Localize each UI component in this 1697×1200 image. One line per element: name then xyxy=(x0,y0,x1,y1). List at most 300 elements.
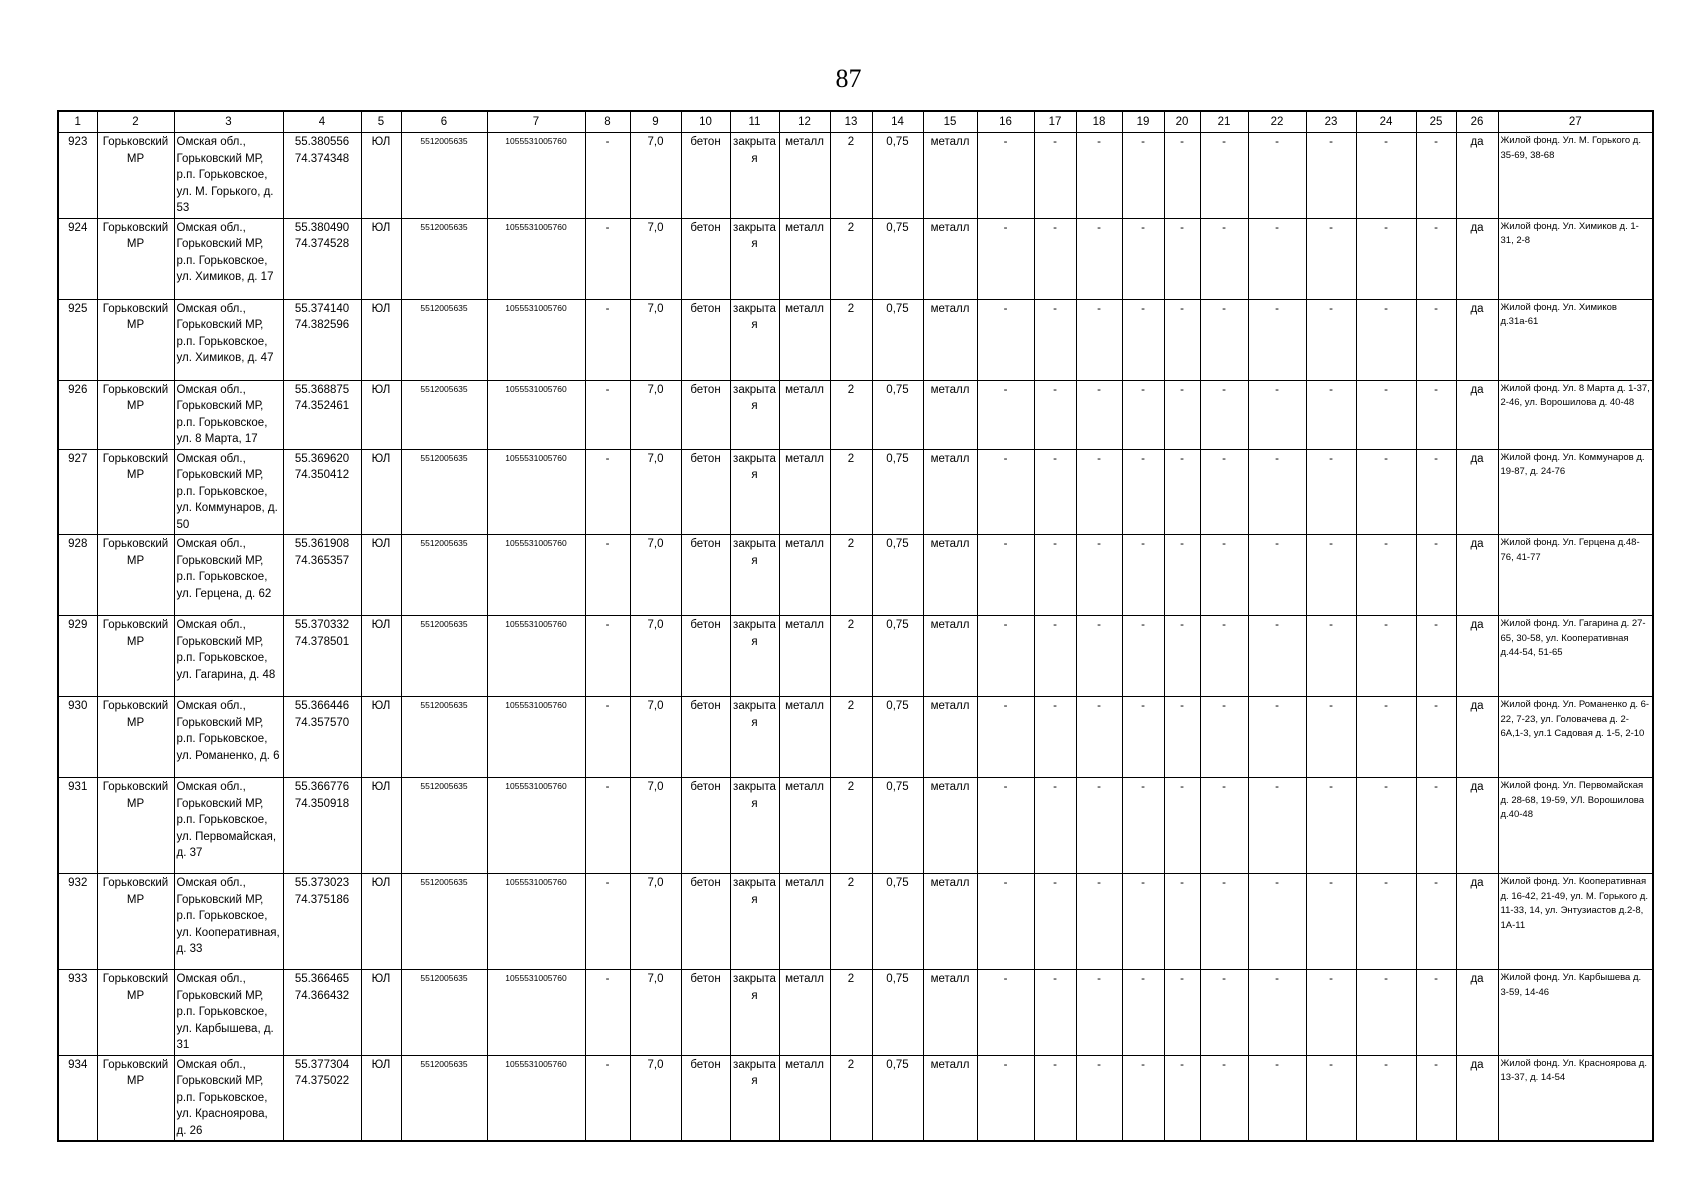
column-22-cell: - xyxy=(1248,1055,1306,1141)
column-26-cell: да xyxy=(1456,874,1498,970)
column-8-cell: - xyxy=(585,616,630,697)
containers-count-cell: 2 xyxy=(830,299,872,380)
column-header-17: 17 xyxy=(1034,111,1076,133)
page-number: 87 xyxy=(835,64,862,93)
surface-cell: бетон xyxy=(681,1055,730,1141)
column-19-cell: - xyxy=(1122,380,1164,449)
ogrn-cell: 1055531005760 xyxy=(487,380,585,449)
column-header-21: 21 xyxy=(1200,111,1248,133)
waste-sources-cell: Жилой фонд. Ул. Первомайская д. 28-68, 19-59, УЛ. Ворошилова д.40-48 xyxy=(1498,778,1653,874)
column-header-11: 11 xyxy=(730,111,779,133)
row-number: 925 xyxy=(58,299,97,380)
column-20-cell: - xyxy=(1164,778,1200,874)
column-22-cell: - xyxy=(1248,218,1306,299)
column-23-cell: - xyxy=(1306,616,1356,697)
fence-material-cell: металл xyxy=(779,970,830,1056)
column-16-cell: - xyxy=(977,697,1034,778)
coordinates-cell: 55.374140 74.382596 xyxy=(283,299,361,380)
container-material-cell: металл xyxy=(923,535,977,616)
column-header-16: 16 xyxy=(977,111,1034,133)
inn-cell: 5512005635 xyxy=(401,218,487,299)
column-25-cell: - xyxy=(1416,970,1456,1056)
column-25-cell: - xyxy=(1416,218,1456,299)
district-cell: Горьковский МР xyxy=(97,535,174,616)
fence-material-cell: металл xyxy=(779,1055,830,1141)
enclosure-cell: закрытая xyxy=(730,697,779,778)
column-22-cell: - xyxy=(1248,697,1306,778)
column-23-cell: - xyxy=(1306,380,1356,449)
column-25-cell: - xyxy=(1416,535,1456,616)
column-18-cell: - xyxy=(1076,218,1122,299)
column-24-cell: - xyxy=(1356,218,1416,299)
column-25-cell: - xyxy=(1416,1055,1456,1141)
table-row xyxy=(58,449,1653,535)
column-24-cell: - xyxy=(1356,380,1416,449)
column-17-cell: - xyxy=(1034,535,1076,616)
column-18-cell: - xyxy=(1076,535,1122,616)
enclosure-cell: закрытая xyxy=(730,970,779,1056)
column-26-cell: да xyxy=(1456,697,1498,778)
address-cell: Омская обл., Горьковский МР, р.п. Горьковское, ул. Романенко, д. 6 xyxy=(174,697,283,778)
column-19-cell: - xyxy=(1122,218,1164,299)
column-header-7: 7 xyxy=(487,111,585,133)
column-header-14: 14 xyxy=(872,111,923,133)
row-number: 932 xyxy=(58,874,97,970)
surface-cell: бетон xyxy=(681,778,730,874)
address-cell: Омская обл., Горьковский МР, р.п. Горьковское, ул. Химиков, д. 17 xyxy=(174,218,283,299)
fence-material-cell: металл xyxy=(779,616,830,697)
column-16-cell: - xyxy=(977,778,1034,874)
column-8-cell: - xyxy=(585,380,630,449)
ogrn-cell: 1055531005760 xyxy=(487,1055,585,1141)
column-21-cell: - xyxy=(1200,299,1248,380)
waste-sources-cell: Жилой фонд. Ул. М. Горького д. 35-69, 38-68 xyxy=(1498,133,1653,219)
column-17-cell: - xyxy=(1034,616,1076,697)
column-24-cell: - xyxy=(1356,535,1416,616)
owner-type-cell: ЮЛ xyxy=(361,299,401,380)
owner-type-cell: ЮЛ xyxy=(361,697,401,778)
enclosure-cell: закрытая xyxy=(730,218,779,299)
column-17-cell: - xyxy=(1034,1055,1076,1141)
column-23-cell: - xyxy=(1306,874,1356,970)
district-cell: Горьковский МР xyxy=(97,1055,174,1141)
column-18-cell: - xyxy=(1076,874,1122,970)
column-17-cell: - xyxy=(1034,133,1076,219)
inn-cell: 5512005635 xyxy=(401,1055,487,1141)
column-8-cell: - xyxy=(585,697,630,778)
column-16-cell: - xyxy=(977,218,1034,299)
address-cell: Омская обл., Горьковский МР, р.п. Горьковское, ул. М. Горького, д. 53 xyxy=(174,133,283,219)
table-row xyxy=(58,874,1653,970)
row-number: 924 xyxy=(58,218,97,299)
inn-cell: 5512005635 xyxy=(401,970,487,1056)
area-cell: 7,0 xyxy=(630,697,681,778)
column-header-19: 19 xyxy=(1122,111,1164,133)
column-19-cell: - xyxy=(1122,697,1164,778)
inn-cell: 5512005635 xyxy=(401,449,487,535)
column-17-cell: - xyxy=(1034,380,1076,449)
container-volume-cell: 0,75 xyxy=(872,778,923,874)
column-24-cell: - xyxy=(1356,133,1416,219)
address-cell: Омская обл., Горьковский МР, р.п. Горьковское, ул. Герцена, д. 62 xyxy=(174,535,283,616)
containers-count-cell: 2 xyxy=(830,697,872,778)
column-20-cell: - xyxy=(1164,380,1200,449)
column-20-cell: - xyxy=(1164,449,1200,535)
container-material-cell: металл xyxy=(923,1055,977,1141)
container-volume-cell: 0,75 xyxy=(872,299,923,380)
area-cell: 7,0 xyxy=(630,380,681,449)
enclosure-cell: закрытая xyxy=(730,874,779,970)
column-16-cell: - xyxy=(977,380,1034,449)
containers-count-cell: 2 xyxy=(830,535,872,616)
column-20-cell: - xyxy=(1164,697,1200,778)
column-20-cell: - xyxy=(1164,874,1200,970)
column-16-cell: - xyxy=(977,535,1034,616)
column-8-cell: - xyxy=(585,133,630,219)
column-8-cell: - xyxy=(585,449,630,535)
column-19-cell: - xyxy=(1122,133,1164,219)
column-8-cell: - xyxy=(585,218,630,299)
table-row xyxy=(58,697,1653,778)
column-21-cell: - xyxy=(1200,970,1248,1056)
area-cell: 7,0 xyxy=(630,218,681,299)
district-cell: Горьковский МР xyxy=(97,218,174,299)
area-cell: 7,0 xyxy=(630,133,681,219)
district-cell: Горьковский МР xyxy=(97,299,174,380)
container-material-cell: металл xyxy=(923,133,977,219)
column-19-cell: - xyxy=(1122,778,1164,874)
row-number: 931 xyxy=(58,778,97,874)
column-header-24: 24 xyxy=(1356,111,1416,133)
column-20-cell: - xyxy=(1164,299,1200,380)
fence-material-cell: металл xyxy=(779,133,830,219)
waste-sources-cell: Жилой фонд. Ул. Кооперативная д. 16-42, 21-49, ул. М. Горького д. 11-33, 14, ул. Энтузиастов д.2-8, 1А-11 xyxy=(1498,874,1653,970)
waste-sources-cell: Жилой фонд. Ул. Герцена д.48-76, 41-77 xyxy=(1498,535,1653,616)
column-19-cell: - xyxy=(1122,449,1164,535)
column-25-cell: - xyxy=(1416,449,1456,535)
owner-type-cell: ЮЛ xyxy=(361,874,401,970)
owner-type-cell: ЮЛ xyxy=(361,218,401,299)
column-22-cell: - xyxy=(1248,616,1306,697)
column-16-cell: - xyxy=(977,133,1034,219)
container-volume-cell: 0,75 xyxy=(872,133,923,219)
column-23-cell: - xyxy=(1306,299,1356,380)
ogrn-cell: 1055531005760 xyxy=(487,697,585,778)
owner-type-cell: ЮЛ xyxy=(361,970,401,1056)
column-header-18: 18 xyxy=(1076,111,1122,133)
waste-sources-cell: Жилой фонд. Ул. Красноярова д. 13-37, д. 14-54 xyxy=(1498,1055,1653,1141)
column-26-cell: да xyxy=(1456,778,1498,874)
column-header-15: 15 xyxy=(923,111,977,133)
coordinates-cell: 55.369620 74.350412 xyxy=(283,449,361,535)
area-cell: 7,0 xyxy=(630,299,681,380)
waste-sources-cell: Жилой фонд. Ул. Романенко д. 6-22, 7-23, ул. Головачева д. 2-6А,1-3, ул.1 Садовая д. 1-5, 2-10 xyxy=(1498,697,1653,778)
column-16-cell: - xyxy=(977,449,1034,535)
table-row xyxy=(58,218,1653,299)
table-row xyxy=(58,970,1653,1056)
surface-cell: бетон xyxy=(681,218,730,299)
inn-cell: 5512005635 xyxy=(401,778,487,874)
waste-sources-cell: Жилой фонд. Ул. Карбышева д. 3-59, 14-46 xyxy=(1498,970,1653,1056)
column-25-cell: - xyxy=(1416,380,1456,449)
table-body xyxy=(58,111,1653,1141)
coordinates-cell: 55.366446 74.357570 xyxy=(283,697,361,778)
district-cell: Горьковский МР xyxy=(97,778,174,874)
container-volume-cell: 0,75 xyxy=(872,616,923,697)
column-18-cell: - xyxy=(1076,1055,1122,1141)
column-18-cell: - xyxy=(1076,380,1122,449)
container-volume-cell: 0,75 xyxy=(872,449,923,535)
column-17-cell: - xyxy=(1034,218,1076,299)
waste-sources-cell: Жилой фонд. Ул. Коммунаров д. 19-87, д. 24-76 xyxy=(1498,449,1653,535)
inn-cell: 5512005635 xyxy=(401,535,487,616)
column-20-cell: - xyxy=(1164,133,1200,219)
surface-cell: бетон xyxy=(681,970,730,1056)
column-18-cell: - xyxy=(1076,616,1122,697)
inn-cell: 5512005635 xyxy=(401,299,487,380)
column-24-cell: - xyxy=(1356,616,1416,697)
column-17-cell: - xyxy=(1034,778,1076,874)
column-18-cell: - xyxy=(1076,697,1122,778)
district-cell: Горьковский МР xyxy=(97,697,174,778)
fence-material-cell: металл xyxy=(779,380,830,449)
container-material-cell: металл xyxy=(923,380,977,449)
container-material-cell: металл xyxy=(923,449,977,535)
column-23-cell: - xyxy=(1306,697,1356,778)
table-row xyxy=(58,616,1653,697)
row-number: 923 xyxy=(58,133,97,219)
table-row xyxy=(58,535,1653,616)
row-number: 934 xyxy=(58,1055,97,1141)
ogrn-cell: 1055531005760 xyxy=(487,133,585,219)
column-25-cell: - xyxy=(1416,616,1456,697)
column-21-cell: - xyxy=(1200,616,1248,697)
column-header-12: 12 xyxy=(779,111,830,133)
column-17-cell: - xyxy=(1034,697,1076,778)
address-cell: Омская обл., Горьковский МР, р.п. Горьковское, ул. Карбышева, д. 31 xyxy=(174,970,283,1056)
column-header-6: 6 xyxy=(401,111,487,133)
address-cell: Омская обл., Горьковский МР, р.п. Горьковское, ул. Коммунаров, д. 50 xyxy=(174,449,283,535)
column-22-cell: - xyxy=(1248,874,1306,970)
row-number: 929 xyxy=(58,616,97,697)
address-cell: Омская обл., Горьковский МР, р.п. Горьковское, ул. 8 Марта, 17 xyxy=(174,380,283,449)
column-header-3: 3 xyxy=(174,111,283,133)
container-material-cell: металл xyxy=(923,874,977,970)
fence-material-cell: металл xyxy=(779,778,830,874)
container-volume-cell: 0,75 xyxy=(872,380,923,449)
column-8-cell: - xyxy=(585,874,630,970)
container-volume-cell: 0,75 xyxy=(872,1055,923,1141)
owner-type-cell: ЮЛ xyxy=(361,778,401,874)
containers-count-cell: 2 xyxy=(830,970,872,1056)
coordinates-cell: 55.366776 74.350918 xyxy=(283,778,361,874)
column-20-cell: - xyxy=(1164,535,1200,616)
column-25-cell: - xyxy=(1416,133,1456,219)
coordinates-cell: 55.366465 74.366432 xyxy=(283,970,361,1056)
column-22-cell: - xyxy=(1248,535,1306,616)
column-header-23: 23 xyxy=(1306,111,1356,133)
column-19-cell: - xyxy=(1122,616,1164,697)
surface-cell: бетон xyxy=(681,133,730,219)
owner-type-cell: ЮЛ xyxy=(361,616,401,697)
fence-material-cell: металл xyxy=(779,299,830,380)
surface-cell: бетон xyxy=(681,697,730,778)
column-25-cell: - xyxy=(1416,697,1456,778)
coordinates-cell: 55.361908 74.365357 xyxy=(283,535,361,616)
container-volume-cell: 0,75 xyxy=(872,874,923,970)
fence-material-cell: металл xyxy=(779,535,830,616)
column-16-cell: - xyxy=(977,616,1034,697)
district-cell: Горьковский МР xyxy=(97,616,174,697)
district-cell: Горьковский МР xyxy=(97,970,174,1056)
address-cell: Омская обл., Горьковский МР, р.п. Горьковское, ул. Кооперативная, д. 33 xyxy=(174,874,283,970)
containers-count-cell: 2 xyxy=(830,1055,872,1141)
column-8-cell: - xyxy=(585,970,630,1056)
ogrn-cell: 1055531005760 xyxy=(487,970,585,1056)
container-volume-cell: 0,75 xyxy=(872,218,923,299)
fence-material-cell: металл xyxy=(779,874,830,970)
column-26-cell: да xyxy=(1456,299,1498,380)
fence-material-cell: металл xyxy=(779,449,830,535)
column-17-cell: - xyxy=(1034,449,1076,535)
column-20-cell: - xyxy=(1164,1055,1200,1141)
column-24-cell: - xyxy=(1356,970,1416,1056)
table-row xyxy=(58,1055,1653,1141)
district-cell: Горьковский МР xyxy=(97,874,174,970)
container-material-cell: металл xyxy=(923,299,977,380)
column-23-cell: - xyxy=(1306,1055,1356,1141)
waste-sources-cell: Жилой фонд. Ул. Гагарина д. 27-65, 30-58, ул. Кооперативная д.44-54, 51-65 xyxy=(1498,616,1653,697)
column-16-cell: - xyxy=(977,299,1034,380)
column-header-25: 25 xyxy=(1416,111,1456,133)
container-material-cell: металл xyxy=(923,778,977,874)
column-18-cell: - xyxy=(1076,778,1122,874)
column-18-cell: - xyxy=(1076,133,1122,219)
containers-count-cell: 2 xyxy=(830,449,872,535)
column-header-5: 5 xyxy=(361,111,401,133)
surface-cell: бетон xyxy=(681,449,730,535)
inn-cell: 5512005635 xyxy=(401,380,487,449)
column-19-cell: - xyxy=(1122,970,1164,1056)
enclosure-cell: закрытая xyxy=(730,1055,779,1141)
column-22-cell: - xyxy=(1248,449,1306,535)
column-22-cell: - xyxy=(1248,970,1306,1056)
column-25-cell: - xyxy=(1416,778,1456,874)
table-row xyxy=(58,299,1653,380)
ogrn-cell: 1055531005760 xyxy=(487,449,585,535)
column-24-cell: - xyxy=(1356,449,1416,535)
column-26-cell: да xyxy=(1456,449,1498,535)
address-cell: Омская обл., Горьковский МР, р.п. Горьковское, ул. Красноярова, д. 26 xyxy=(174,1055,283,1141)
inn-cell: 5512005635 xyxy=(401,133,487,219)
area-cell: 7,0 xyxy=(630,1055,681,1141)
column-21-cell: - xyxy=(1200,535,1248,616)
containers-count-cell: 2 xyxy=(830,778,872,874)
ogrn-cell: 1055531005760 xyxy=(487,874,585,970)
coordinates-cell: 55.373023 74.375186 xyxy=(283,874,361,970)
column-20-cell: - xyxy=(1164,218,1200,299)
district-cell: Горьковский МР xyxy=(97,133,174,219)
column-26-cell: да xyxy=(1456,535,1498,616)
column-25-cell: - xyxy=(1416,874,1456,970)
column-header-1: 1 xyxy=(58,111,97,133)
fence-material-cell: металл xyxy=(779,697,830,778)
coordinates-cell: 55.370332 74.378501 xyxy=(283,616,361,697)
column-25-cell: - xyxy=(1416,299,1456,380)
surface-cell: бетон xyxy=(681,380,730,449)
column-24-cell: - xyxy=(1356,874,1416,970)
surface-cell: бетон xyxy=(681,299,730,380)
container-volume-cell: 0,75 xyxy=(872,535,923,616)
area-cell: 7,0 xyxy=(630,874,681,970)
column-21-cell: - xyxy=(1200,697,1248,778)
column-header-8: 8 xyxy=(585,111,630,133)
column-19-cell: - xyxy=(1122,1055,1164,1141)
column-8-cell: - xyxy=(585,299,630,380)
ogrn-cell: 1055531005760 xyxy=(487,778,585,874)
ogrn-cell: 1055531005760 xyxy=(487,299,585,380)
column-16-cell: - xyxy=(977,970,1034,1056)
column-24-cell: - xyxy=(1356,697,1416,778)
column-21-cell: - xyxy=(1200,380,1248,449)
area-cell: 7,0 xyxy=(630,970,681,1056)
container-material-cell: металл xyxy=(923,218,977,299)
column-26-cell: да xyxy=(1456,970,1498,1056)
enclosure-cell: закрытая xyxy=(730,616,779,697)
column-26-cell: да xyxy=(1456,380,1498,449)
column-26-cell: да xyxy=(1456,1055,1498,1141)
inn-cell: 5512005635 xyxy=(401,874,487,970)
column-21-cell: - xyxy=(1200,778,1248,874)
column-18-cell: - xyxy=(1076,970,1122,1056)
area-cell: 7,0 xyxy=(630,535,681,616)
column-22-cell: - xyxy=(1248,133,1306,219)
row-number: 930 xyxy=(58,697,97,778)
row-number: 927 xyxy=(58,449,97,535)
column-header-9: 9 xyxy=(630,111,681,133)
coordinates-cell: 55.380556 74.374348 xyxy=(283,133,361,219)
table-row xyxy=(58,133,1653,219)
column-18-cell: - xyxy=(1076,299,1122,380)
column-23-cell: - xyxy=(1306,778,1356,874)
column-header-26: 26 xyxy=(1456,111,1498,133)
container-material-cell: металл xyxy=(923,616,977,697)
column-24-cell: - xyxy=(1356,1055,1416,1141)
column-header-13: 13 xyxy=(830,111,872,133)
district-cell: Горьковский МР xyxy=(97,380,174,449)
owner-type-cell: ЮЛ xyxy=(361,133,401,219)
column-8-cell: - xyxy=(585,778,630,874)
container-material-cell: металл xyxy=(923,697,977,778)
enclosure-cell: закрытая xyxy=(730,299,779,380)
column-19-cell: - xyxy=(1122,874,1164,970)
column-17-cell: - xyxy=(1034,874,1076,970)
waste-sources-cell: Жилой фонд. Ул. 8 Марта д. 1-37, 2-46, ул. Ворошилова д. 40-48 xyxy=(1498,380,1653,449)
column-header-20: 20 xyxy=(1164,111,1200,133)
container-volume-cell: 0,75 xyxy=(872,697,923,778)
enclosure-cell: закрытая xyxy=(730,449,779,535)
column-21-cell: - xyxy=(1200,874,1248,970)
column-header-10: 10 xyxy=(681,111,730,133)
table-row xyxy=(58,778,1653,874)
column-header-22: 22 xyxy=(1248,111,1306,133)
waste-sources-cell: Жилой фонд. Ул. Химиков д. 1-31, 2-8 xyxy=(1498,218,1653,299)
surface-cell: бетон xyxy=(681,874,730,970)
column-19-cell: - xyxy=(1122,535,1164,616)
owner-type-cell: ЮЛ xyxy=(361,449,401,535)
containers-count-cell: 2 xyxy=(830,133,872,219)
column-header-2: 2 xyxy=(97,111,174,133)
